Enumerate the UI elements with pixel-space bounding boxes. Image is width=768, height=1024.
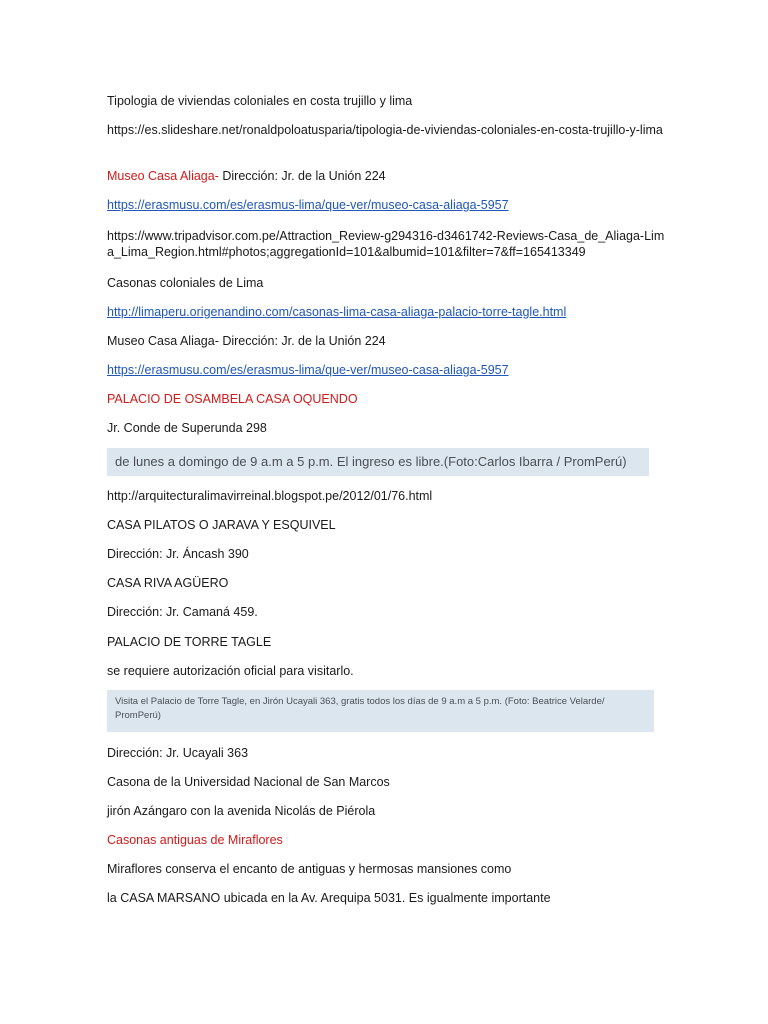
- autorizacion-note: se requiere autorización oficial para visitarlo.: [107, 664, 354, 678]
- casonas-miraflores-heading: Casonas antiguas de Miraflores: [107, 833, 283, 847]
- palacio-osambela-heading: PALACIO DE OSAMBELA CASA OQUENDO: [107, 392, 358, 406]
- museo-casa-aliaga-label: Museo Casa Aliaga-: [107, 169, 219, 183]
- slideshare-url: https://es.slideshare.net/ronaldpoloatusparia/tipologia-de-viviendas-coloniales-en-costa-trujillo-y-lima: [107, 123, 663, 137]
- casonas-coloniales-heading: Casonas coloniales de Lima: [107, 276, 264, 290]
- photo-caption-osambela: de lunes a domingo de 9 a.m a 5 p.m. El ingreso es libre.(Foto:Carlos Ibarra / PromPerú): [107, 448, 649, 476]
- miraflores-paragraph-line-1: Miraflores conserva el encanto de antiguas y hermosas mansiones como: [107, 862, 512, 876]
- limaperu-link[interactable]: http://limaperu.origenandino.com/casonas-lima-casa-aliaga-palacio-torre-tagle.html: [107, 305, 567, 319]
- photo-caption-torre-tagle: Visita el Palacio de Torre Tagle, en Jirón Ucayali 363, gratis todos los días de 9 a.m a 5 p.m. (Foto: Beatrice Velarde/ PromPerú): [107, 690, 654, 732]
- casa-pilatos-heading: CASA PILATOS O JARAVA Y ESQUIVEL: [107, 518, 336, 532]
- camana-address: Dirección: Jr. Camaná 459.: [107, 605, 258, 619]
- museo-casa-aliaga-line: Museo Casa Aliaga- Dirección: Jr. de la Unión 224: [107, 334, 386, 348]
- tripadvisor-url: https://www.tripadvisor.com.pe/Attraction_Review-g294316-d3461742-Reviews-Casa_de_Aliaga-Lima_Lima_Region.html#photos;aggregationId=101&albumid=101&filter=7&ff=165413349: [107, 229, 665, 259]
- conde-superunda-address: Jr. Conde de Superunda 298: [107, 421, 267, 435]
- casona-san-marcos-heading: Casona de la Universidad Nacional de San Marcos: [107, 775, 390, 789]
- arquitectura-blog-url: http://arquitecturalimavirreinal.blogspot.pe/2012/01/76.html: [107, 489, 433, 503]
- casa-riva-aguero-heading: CASA RIVA AGÜERO: [107, 576, 229, 590]
- museo-casa-aliaga-address: Dirección: Jr. de la Unión 224: [218, 169, 386, 183]
- erasmusu-link-2[interactable]: https://erasmusu.com/es/erasmus-lima/que-ver/museo-casa-aliaga-5957: [107, 363, 509, 377]
- erasmusu-link[interactable]: https://erasmusu.com/es/erasmus-lima/que-ver/museo-casa-aliaga-5957: [107, 198, 509, 212]
- ucayali-address: Dirección: Jr. Ucayali 363: [107, 746, 249, 760]
- museo-casa-aliaga-heading: [107, 168, 667, 184]
- miraflores-paragraph-line-2: la CASA MARSANO ubicada en la Av. Arequipa 5031. Es igualmente importante: [107, 891, 551, 905]
- palacio-torre-tagle-heading: PALACIO DE TORRE TAGLE: [107, 635, 272, 649]
- azangaro-address: jirón Azángaro con la avenida Nicolás de Piérola: [107, 804, 376, 818]
- ancash-address: Dirección: Jr. Áncash 390: [107, 547, 249, 561]
- doc-title: Tipologia de viviendas coloniales en costa trujillo y lima: [107, 94, 413, 108]
